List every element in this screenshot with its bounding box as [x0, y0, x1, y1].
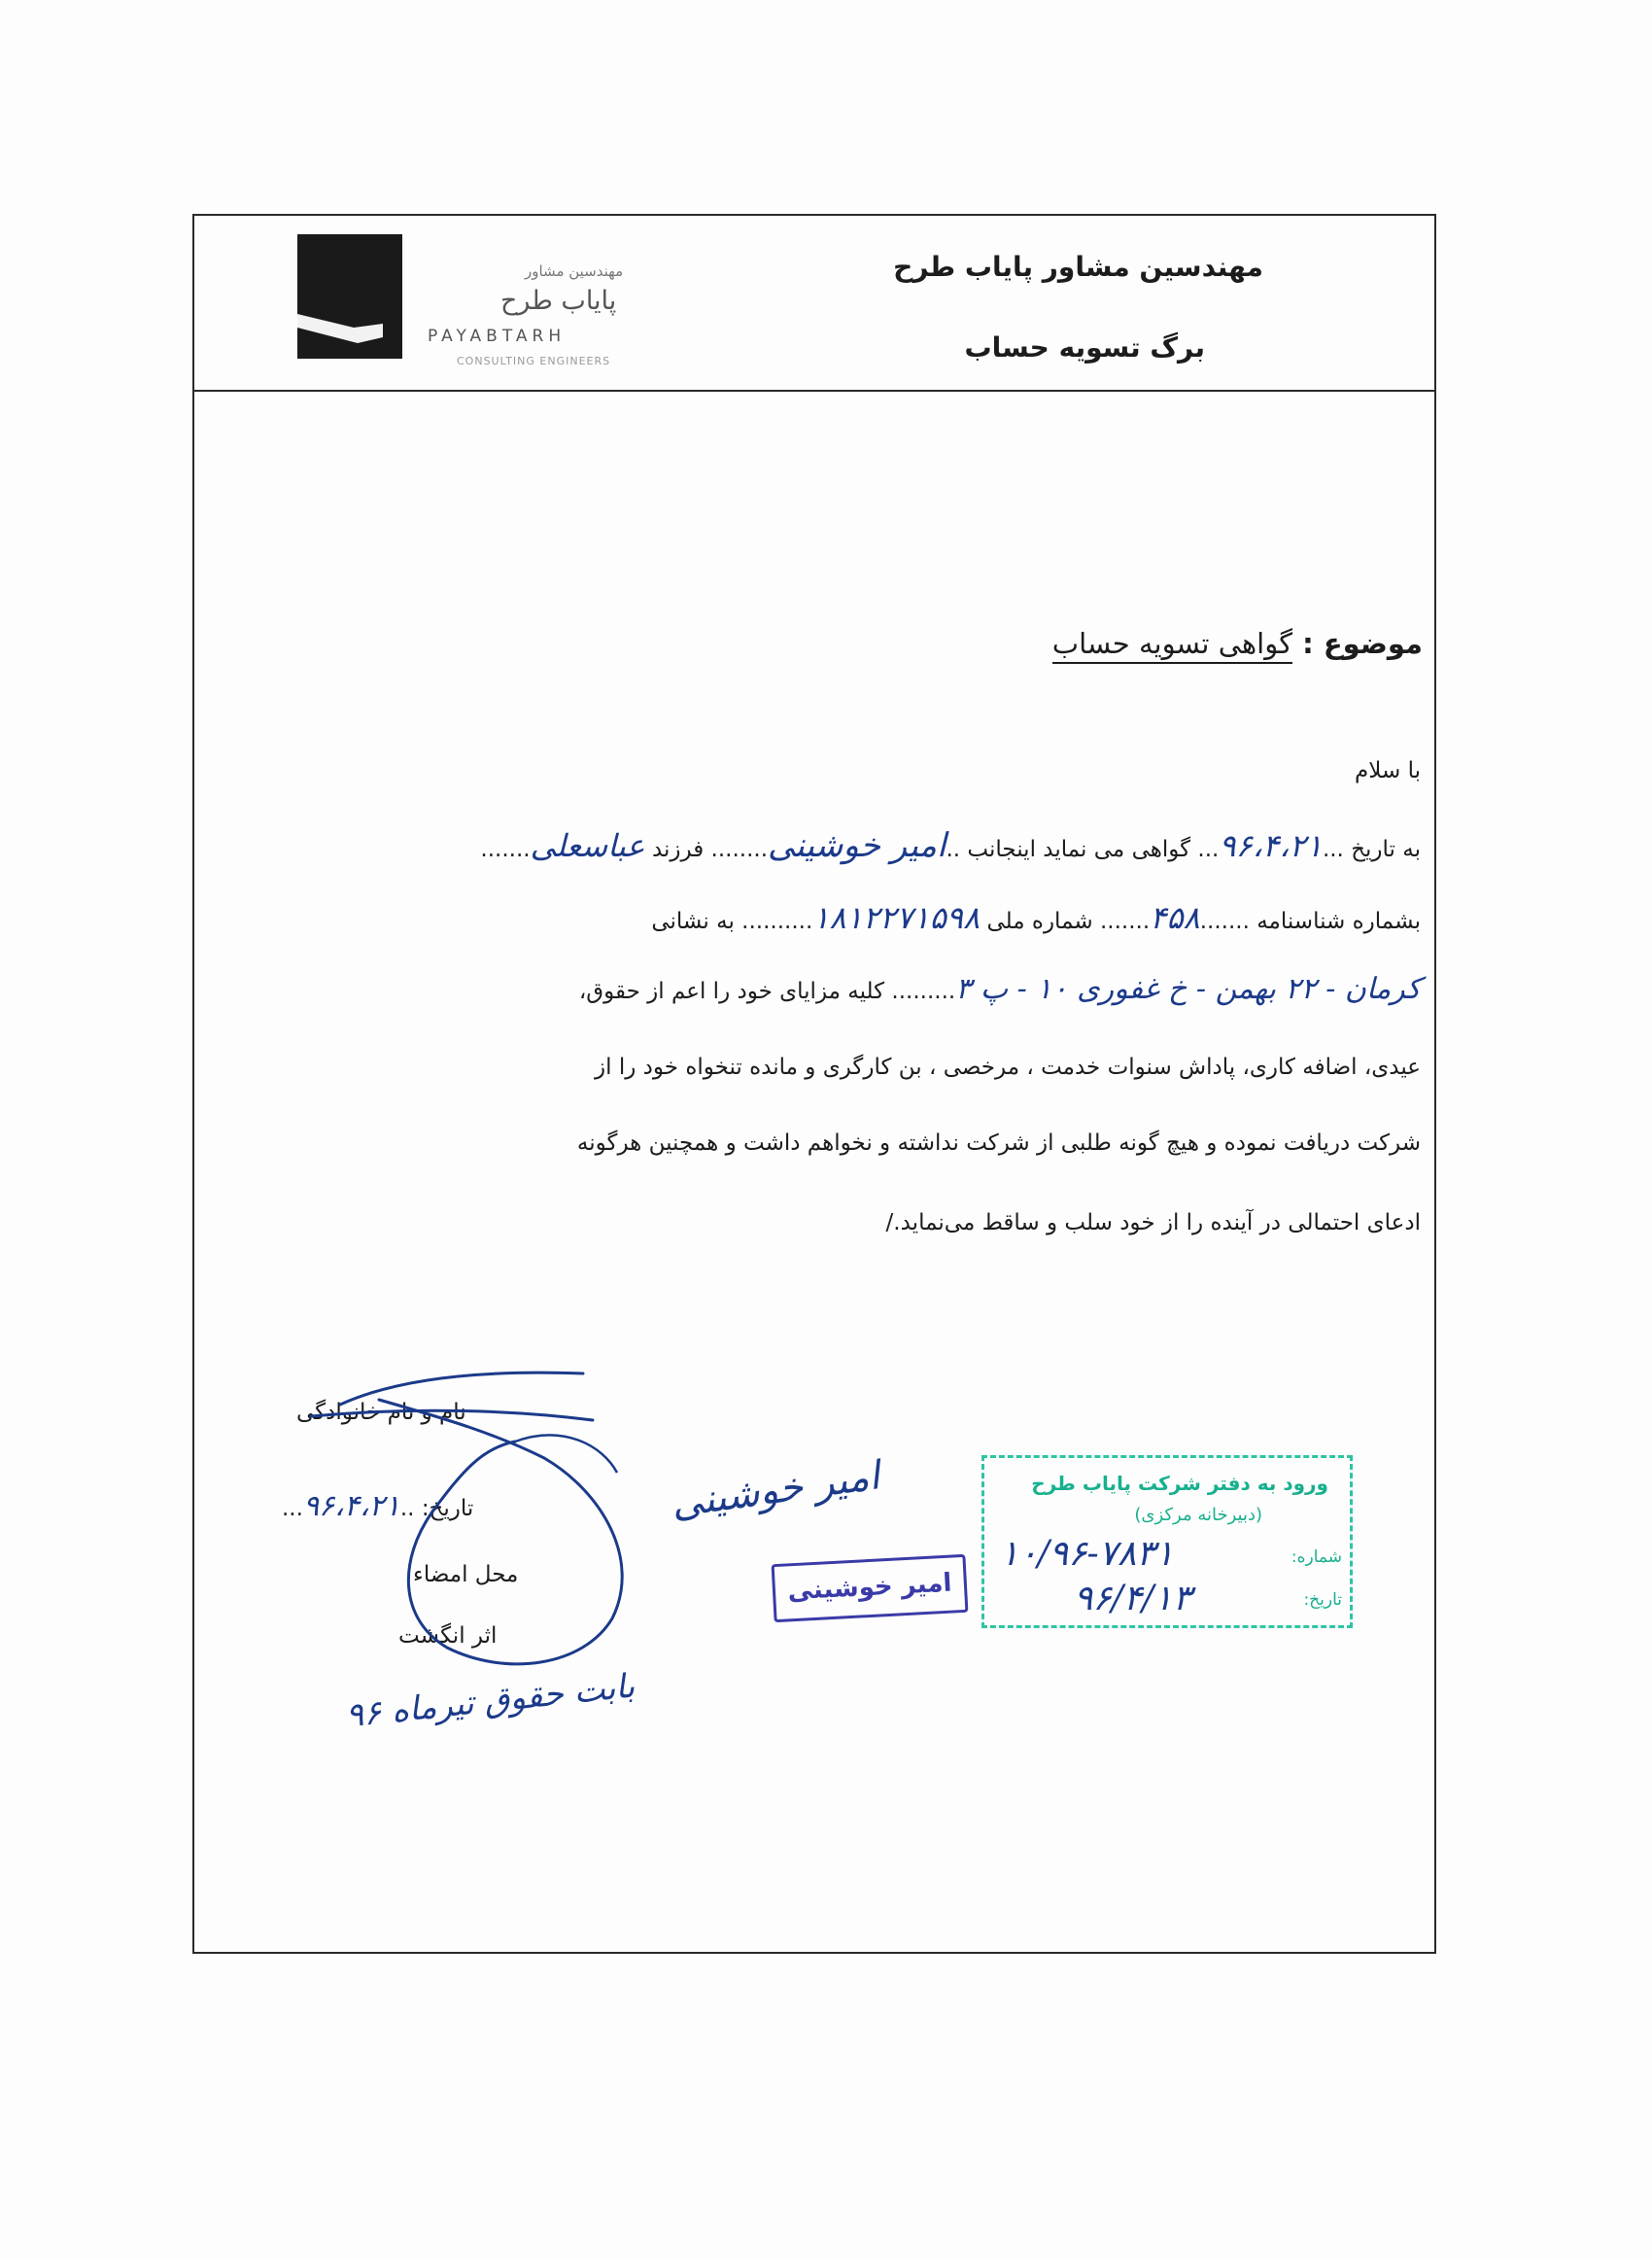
subject-line [1052, 627, 1423, 660]
body-line-5: شرکت دریافت نموده و هیچ گونه طلبی از شرکت نداشته و نخواهم داشت و همچنین هرگونه [576, 1130, 1421, 1156]
stamp-date-label: تاریخ: [1303, 1590, 1342, 1610]
stamp-date-value: ۹۶/۴/۱۳ [1074, 1579, 1191, 1618]
handwritten-address: کرمان - ۲۲ بهمن - خ غفوری ۱۰ - پ ۳ [955, 972, 1421, 1006]
body-line-2: بشماره شناسنامه .......۴۵۸....... شماره ملی ۱۸۱۲۲۷۱۵۹۸.......... به نشانی [651, 899, 1421, 936]
handwritten-sign-date: ۹۶،۴،۲۱ [302, 1489, 400, 1523]
handwritten-signature: امیر خوشینی [668, 1453, 882, 1527]
body-line-3: کرمان - ۲۲ بهمن - خ غفوری ۱۰ - پ ۳......... کلیه مزایای خود را اعم از حقوق، [578, 972, 1421, 1006]
handwritten-father: عباسعلی [530, 827, 645, 864]
text-address-label: به نشانی [651, 909, 735, 934]
subject-label: موضوع : [1302, 627, 1423, 660]
logo-text-en-sub: CONSULTING ENGINEERS [457, 355, 611, 367]
logo-icon [297, 234, 402, 359]
logo-text-small: مهندسین مشاور [525, 262, 624, 280]
header-divider [192, 390, 1436, 392]
name-stamp: امیر خوشینی [772, 1554, 969, 1622]
date-field: تاریخ: ..۹۶،۴،۲۱... [282, 1489, 474, 1523]
body-line-1: به تاریخ ...۹۶،۴،۲۱... گواهی می نماید اینجانب ..امیر خوشینی........ فرزند عباسعلی....... [480, 826, 1421, 865]
handwritten-date: ۹۶،۴،۲۱ [1219, 827, 1323, 864]
text-child-of: فرزند [651, 837, 705, 862]
greeting: با سلام [1355, 758, 1421, 783]
logo-text-en: PAYABTARH [428, 327, 567, 346]
name-label: نام و نام خانوادگی [296, 1400, 466, 1425]
body-line-4: عیدی، اضافه کاری، پاداش سنوات خدمت ، مرخصی ، بن کارگری و مانده تنخواه خود را از [595, 1055, 1421, 1080]
handwritten-note: بابت حقوق تیرماه ۹۶ [343, 1666, 637, 1736]
handwritten-name: امیر خوشینی [768, 826, 946, 865]
body-line-6: ادعای احتمالی در آینده را از خود سلب و ساقط می‌نماید./ [885, 1210, 1421, 1235]
company-title: مهندسین مشاور پایاب طرح [893, 251, 1263, 283]
stamp-number-value: ۱۰/۹۶-۷۸۳۱ [1000, 1534, 1174, 1574]
handwritten-id: ۴۵۸ [1150, 899, 1200, 936]
text-certify: گواهی می نماید اینجانب [967, 837, 1191, 862]
stamp-number-label: شماره: [1291, 1547, 1342, 1567]
text-line-3: کلیه مزایای خود را اعم از حقوق، [578, 979, 885, 1004]
text-date-label: به تاریخ [1351, 837, 1421, 862]
subject-text: گواهی تسویه حساب [1052, 627, 1292, 664]
registry-stamp [981, 1455, 1353, 1628]
fingerprint-label: اثر انگشت [398, 1623, 498, 1649]
stamp-subtitle: (دبیرخانه مرکزی) [1134, 1505, 1262, 1525]
stamp-title: ورود به دفتر شرکت پایاب طرح [1031, 1472, 1328, 1495]
logo-text-fa: پایاب طرح [500, 286, 617, 316]
signature-scribble-icon [272, 1356, 894, 1725]
text-id-label: بشماره شناسنامه [1256, 909, 1421, 934]
handwritten-national-id: ۱۸۱۲۲۷۱۵۹۸ [812, 899, 981, 936]
date-label: تاریخ: [421, 1496, 474, 1521]
signature-place-label: محل امضاء [413, 1562, 519, 1587]
text-national-id-label: شماره ملی [986, 909, 1093, 934]
form-title: برگ تسویه حساب [964, 331, 1205, 364]
